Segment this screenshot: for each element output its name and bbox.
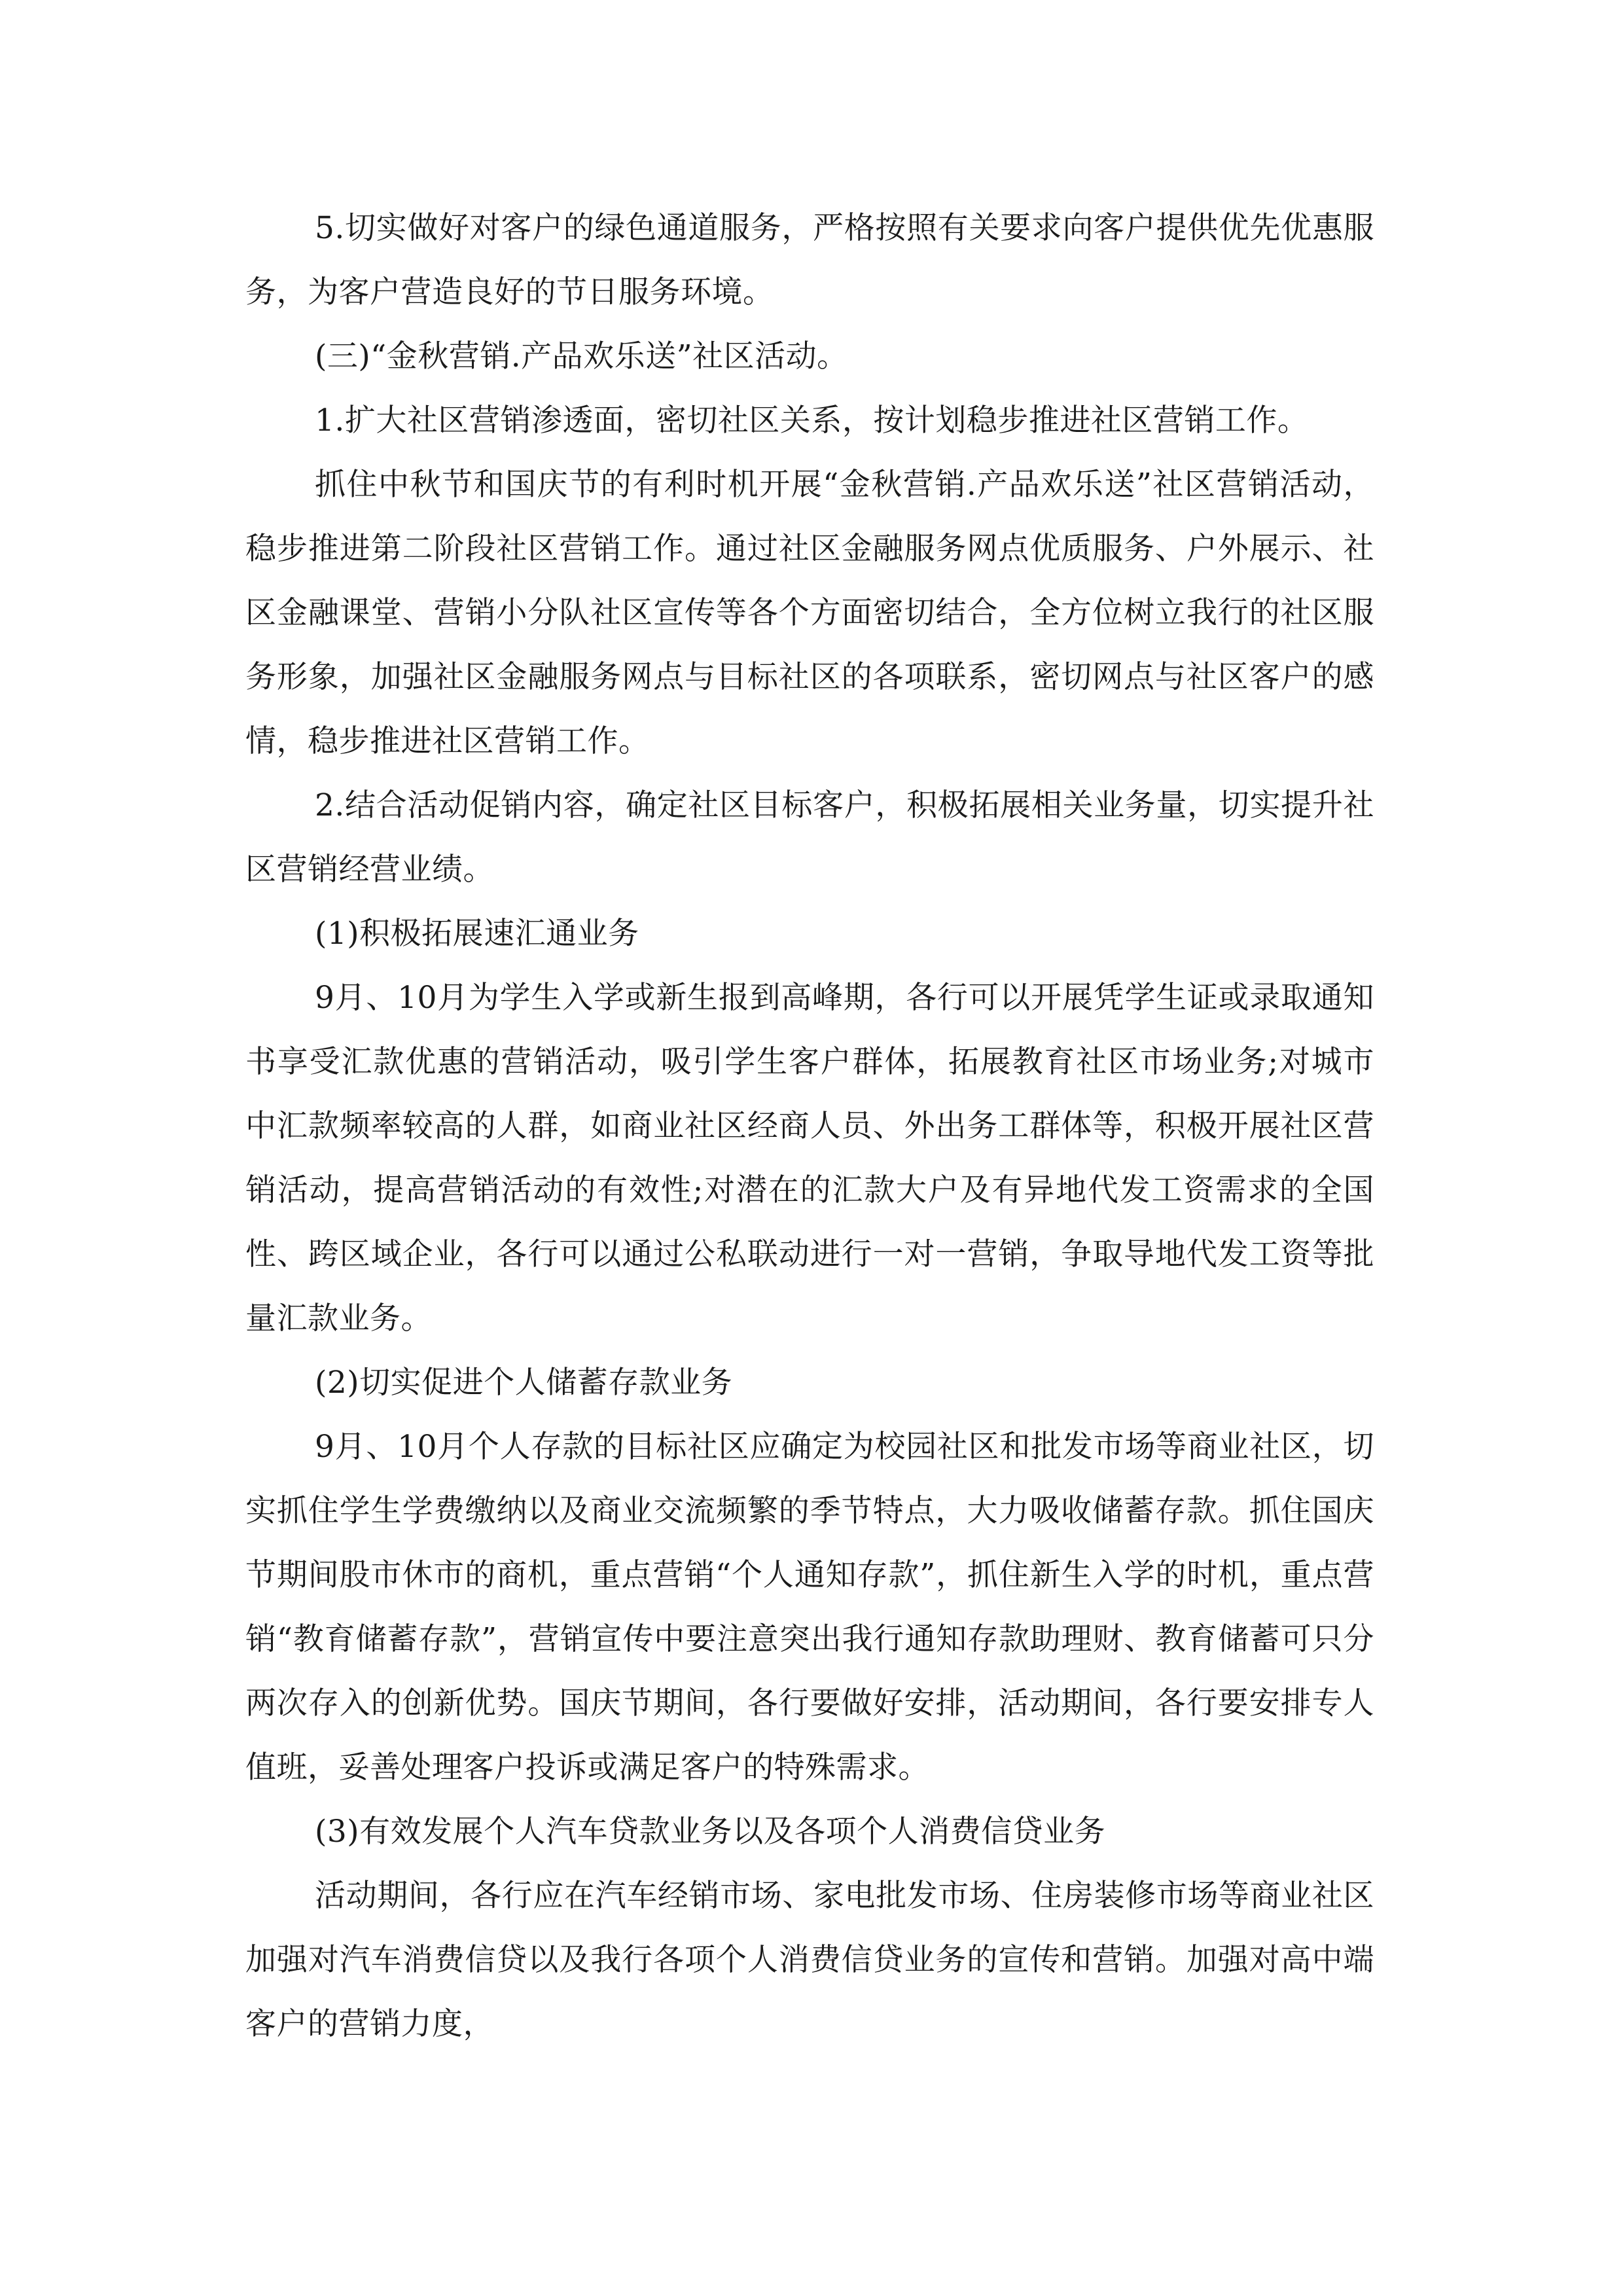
paragraph-remittance-details: 9月、10月为学生入学或新生报到高峰期，各行可以开展凭学生证或录取通知书享受汇款优惠的营销活动，吸引学生客户群体，拓展教育社区市场业务;对城市中汇款频率较高的人群，如商业社区经商人员、外出务工群体等，积极开展社区营销活动，提高营销活动的有效性;对潜在的汇款大户及有异地代发工资需求的全国性、跨区域企业，各行可以通过公私联动进行一对一营销，争取导地代发工资等批量汇款业务。 [245,980,1374,1336]
subheading-auto-loans: (3)有效发展个人汽车贷款业务以及各项个人消费信贷业务 [315,1814,1106,1850]
heading-promotion-target-customers: 2.结合活动促销内容，确定社区目标客户，积极拓展相关业务量，切实提升社区营销经营业绩。 [245,787,1374,888]
paragraph-consumer-credit: 活动期间，各行应在汽车经销市场、家电批发市场、住房装修市场等商业社区加强对汽车消费信贷以及我行各项个人消费信贷业务的宣传和营销。加强对高中端客户的营销力度， [245,1878,1374,2042]
paragraph-green-channel-service: 5.切实做好对客户的绿色通道服务，严格按照有关要求向客户提供优先优惠服务，为客户营造良好的节日服务环境。 [245,210,1374,310]
paragraph-mid-autumn-marketing: 抓住中秋节和国庆节的有利时机开展“金秋营销.产品欢乐送”社区营销活动，稳步推进第二阶段社区营销工作。通过社区金融服务网点优质服务、户外展示、社区金融课堂、营销小分队社区宣传等各个方面密切结合，全方位树立我行的社区服务形象，加强社区金融服务网点与目标社区的各项联系，密切网点与社区客户的感情，稳步推进社区营销工作。 [245,467,1374,759]
heading-community-activity: (三)“金秋营销.产品欢乐送”社区活动。 [315,338,848,374]
subheading-personal-savings: (2)切实促进个人储蓄存款业务 [315,1365,733,1401]
heading-expand-community-marketing: 1.扩大社区营销渗透面，密切社区关系，按计划稳步推进社区营销工作。 [315,403,1309,439]
document-body [245,196,1374,2056]
paragraph-savings-details: 9月、10月个人存款的目标社区应确定为校园社区和批发市场等商业社区，切实抓住学生学费缴纳以及商业交流频繁的季节特点，大力吸收储蓄存款。抓住国庆节期间股市休市的商机，重点营销“个人通知存款”，抓住新生入学的时机，重点营销“教育储蓄存款”，营销宣传中要注意突出我行通知存款助理财、教育储蓄可只分两次存入的创新优势。国庆节期间，各行要做好安排，活动期间，各行要安排专人值班，妥善处理客户投诉或满足客户的特殊需求。 [245,1429,1374,1785]
subheading-express-remittance: (1)积极拓展速汇通业务 [315,916,639,952]
